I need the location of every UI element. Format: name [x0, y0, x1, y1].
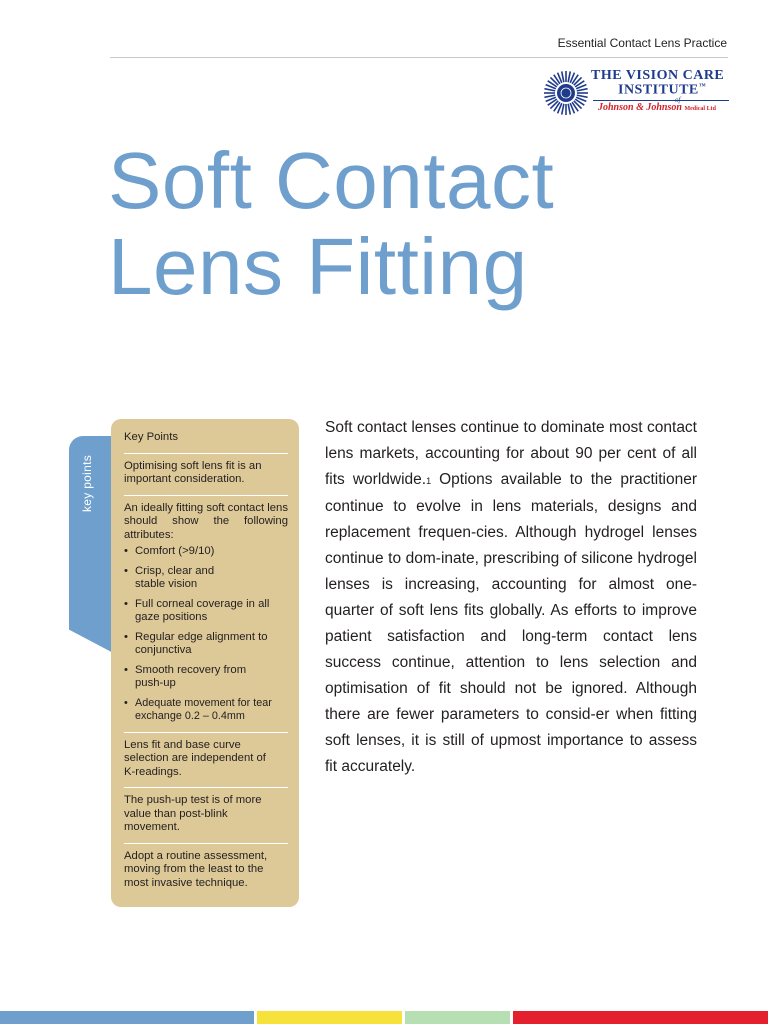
logo-line2-text: INSTITUTE	[618, 82, 699, 98]
attribute-item: • Full corneal coverage in all gaze positions	[124, 598, 275, 625]
trademark-mark: ™	[698, 82, 707, 90]
key-point-2	[124, 495, 288, 724]
key-point-5-text: Adopt a routine assessment, moving from the least to the most invasive technique.	[124, 849, 268, 889]
logo-line1: THE VISION CARE	[591, 68, 725, 83]
attribute-item: • Regular edge alignment to conjunctiva	[124, 631, 288, 658]
attribute-item: • Comfort (>9/10)	[124, 545, 288, 559]
page-title	[108, 138, 554, 310]
key-point-3-text: Lens fit and base curve selection are independent of K-readings.	[124, 738, 266, 778]
attributes-list	[124, 545, 288, 724]
running-header: Essential Contact Lens Practice	[557, 36, 727, 50]
key-point-2-text: An ideally fitting soft contact lens should show the following attributes:	[124, 501, 288, 541]
key-points-heading: Key Points	[124, 431, 179, 443]
key-point-4-text: The push-up test is of more value than post-blink movement.	[124, 794, 262, 833]
title-line2: Lens Fitting	[108, 222, 528, 311]
attribute-item: • Adequate movement for tear exchange 0.2 – 0.4mm	[124, 697, 288, 724]
bar-blue	[0, 1011, 254, 1024]
key-point-1-text: Optimising soft lens fit is an important consideration.	[124, 459, 262, 485]
attribute-item: • Smooth recovery from push-up	[124, 664, 260, 691]
logo-company-name: Johnson & Johnson	[598, 102, 682, 113]
body-text-part2: Options available to the practitioner continue to evolve in lens materials, designs and replacement frequen-cies. Although hydrogel lenses continue to dom-inate, prescribing of silicone hydrogel lenses is increasing, accounting for almost one-quarter of soft lens fits globally. As efforts to improve patient satisfaction and long-term contact lens success continue, attention to lens selection and optimisation of fit should not be ignored. Although there are fewer parameters to consid-er when fitting soft lenses, it is still of upmost importance to assess fit accurately.	[325, 471, 698, 775]
attribute-item: • Crisp, clear and stable vision	[124, 565, 227, 592]
sunburst-emblem-icon	[543, 70, 589, 116]
logo-company-suffix: Medical Ltd	[684, 106, 716, 112]
body-text-part1: Soft contact lenses continue to dominate most contact lens markets, accounting for about 90 per cent of all fits worldwide.	[325, 419, 697, 488]
header-rule	[110, 57, 728, 58]
reference-marker: 1	[426, 476, 432, 486]
key-point-3	[124, 732, 288, 780]
title-line1: Soft Contact	[108, 136, 555, 225]
vision-care-logo	[543, 68, 731, 118]
bottom-color-bars	[0, 1011, 768, 1024]
logo-company	[598, 102, 716, 113]
body-paragraph	[325, 415, 697, 780]
key-point-5	[124, 843, 288, 891]
bar-green	[405, 1011, 510, 1024]
bar-red	[513, 1011, 768, 1024]
logo-line2	[618, 82, 706, 99]
key-points-tab-label: key points	[80, 454, 94, 512]
bar-yellow	[257, 1011, 402, 1024]
key-point-1	[124, 453, 288, 487]
logo-rule	[593, 100, 729, 101]
key-points-box	[111, 419, 299, 907]
key-point-4	[124, 787, 288, 835]
